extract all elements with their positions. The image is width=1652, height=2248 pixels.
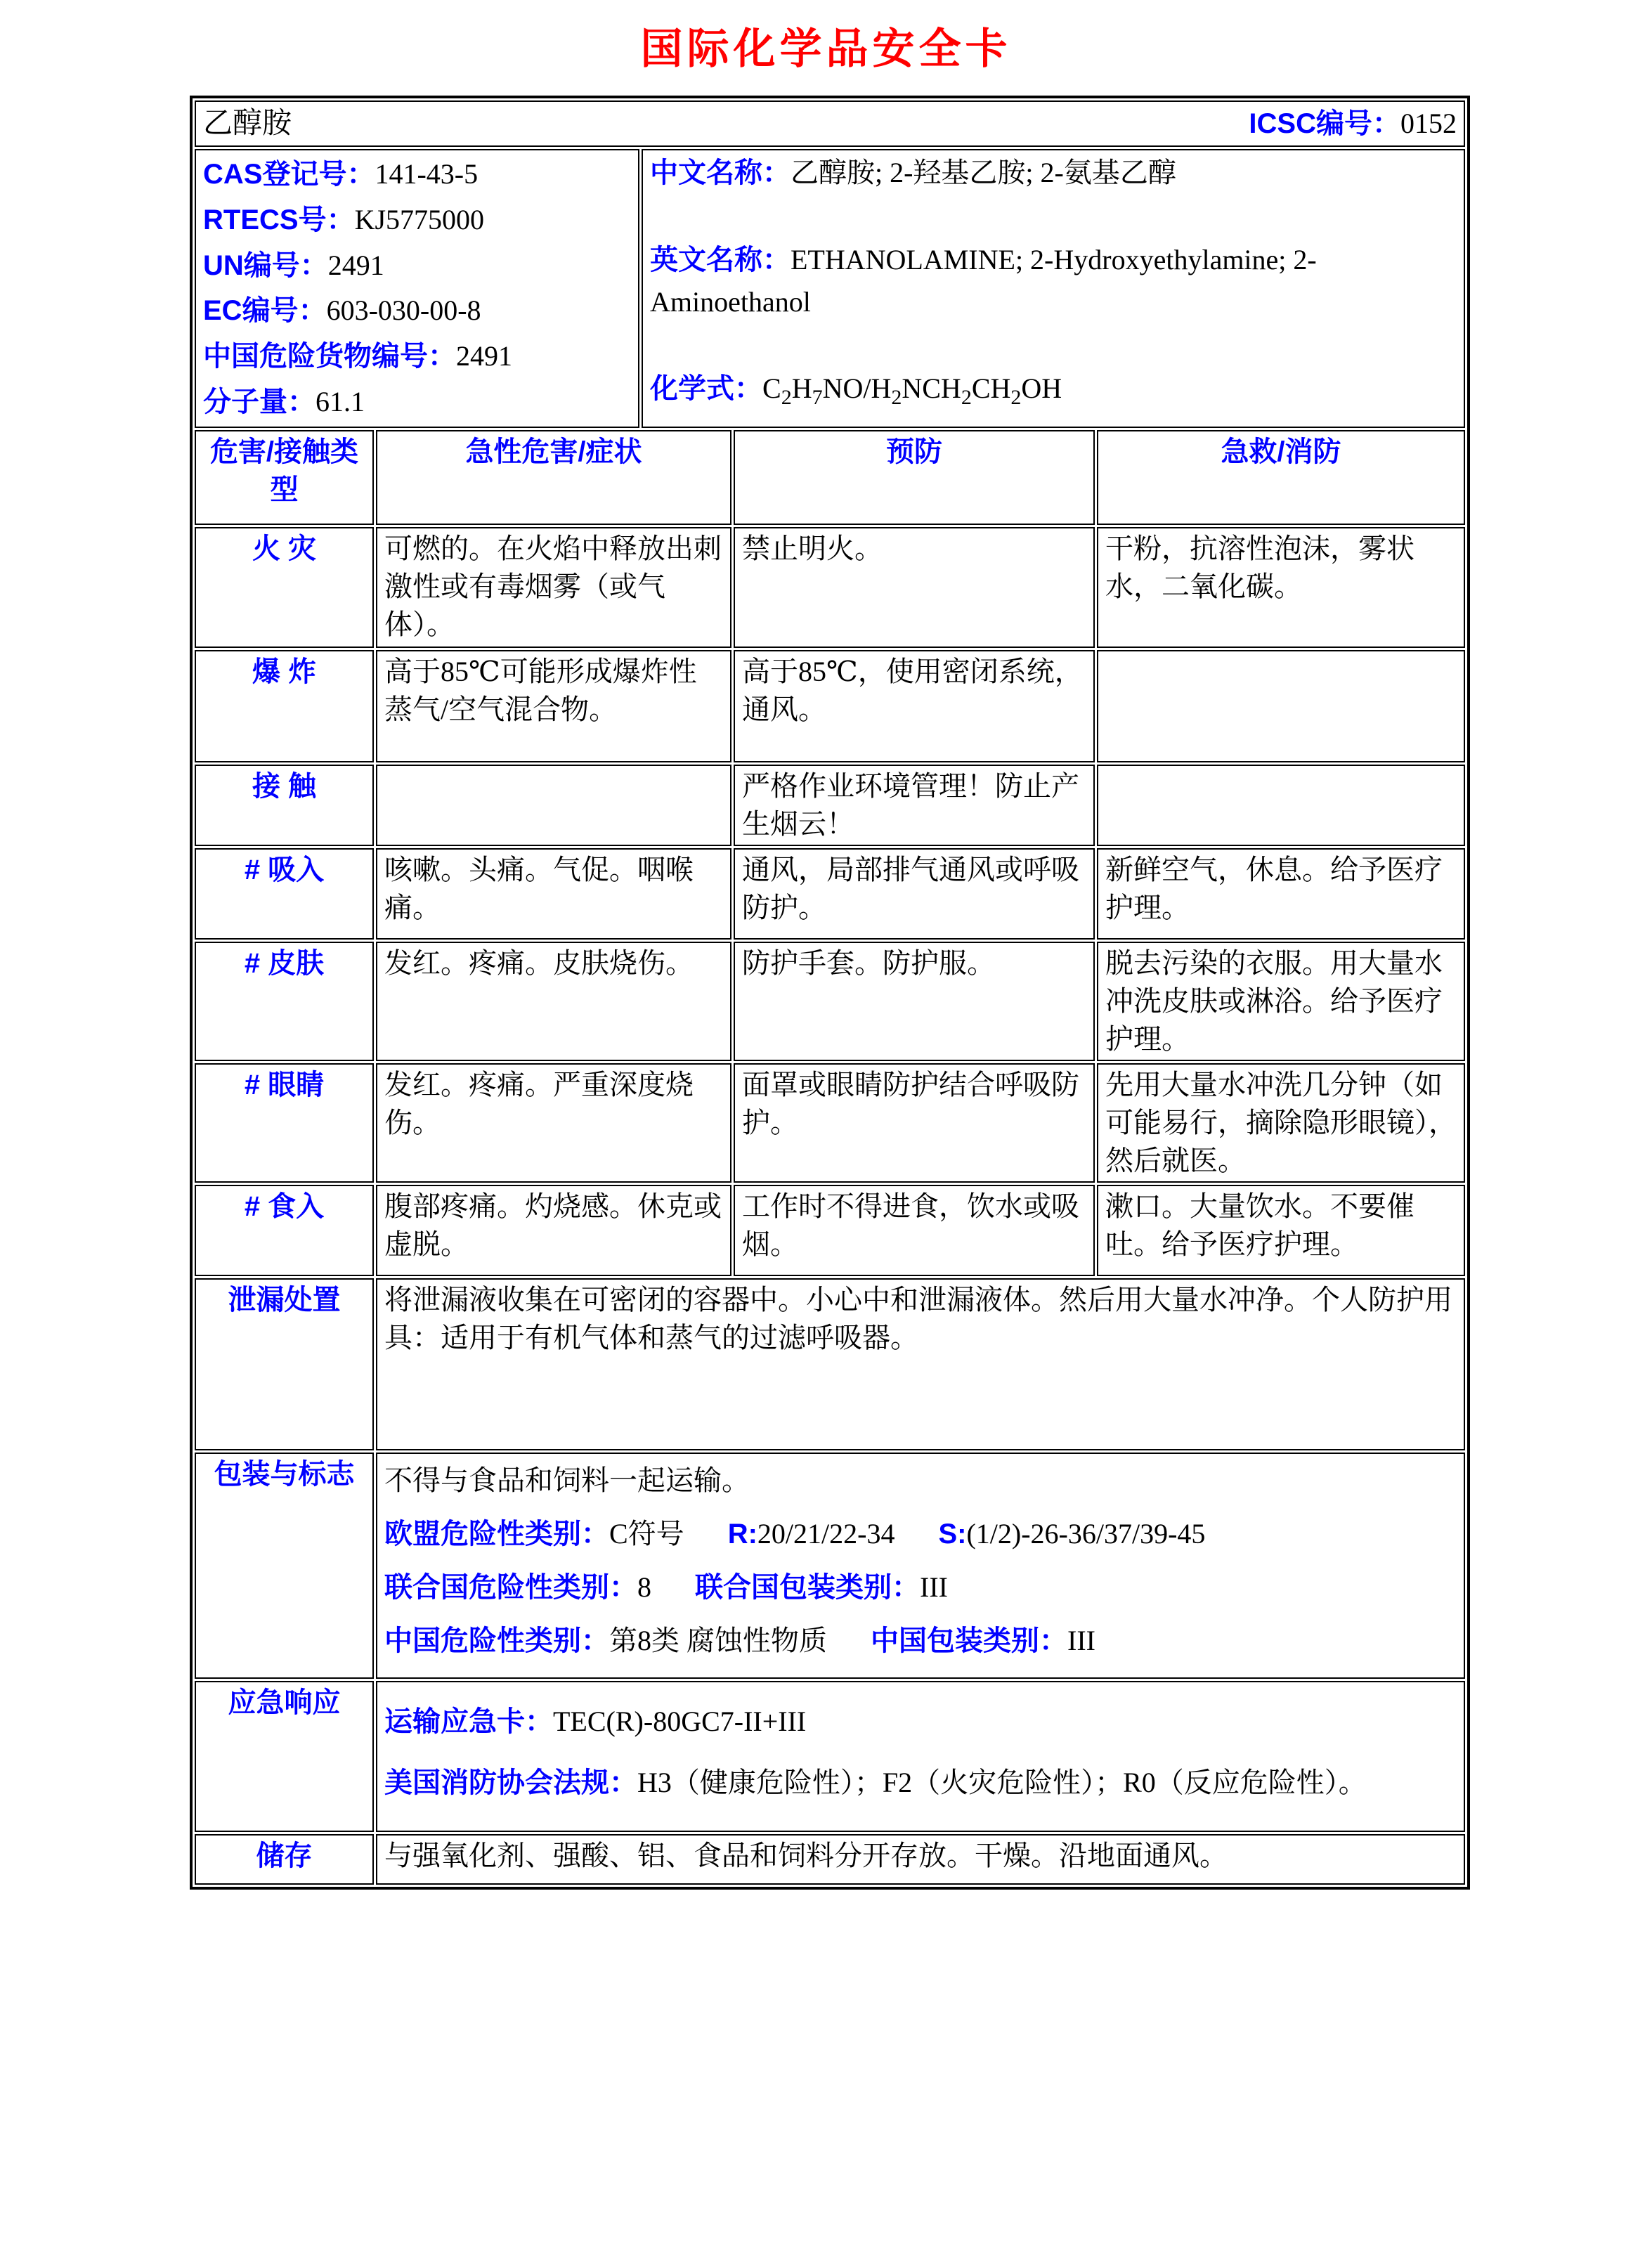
inhalation-symptoms: 咳嗽。头痛。气促。咽喉痛。 [376,848,731,940]
safety-card-table [190,96,1470,1890]
contact-response [1097,765,1465,846]
icsc-number: 0152 [1400,108,1457,139]
molecular-weight: 分子量：61.1 [203,385,365,417]
chemical-formula: 化学式：$C_2H_7NO/H_2NCH_2CH_2OH$ [650,372,1062,409]
packaging-cell [376,1453,1465,1679]
packaging-eu-class: 欧盟危险性类别：C符号 R:20/21/22-34 S:(1/2)-26-36/37/39-45 [384,1517,1206,1549]
identifiers-left-cell [195,149,639,428]
china-dangerous-goods-number: 中国危险货物编号：2491 [203,340,512,372]
chinese-name: 中文名称：乙醇胺; 2-羟基乙胺; 2-氨基乙醇 [650,157,1176,188]
ingestion-response: 漱口。大量饮水。不要催吐。给予医疗护理。 [1097,1185,1465,1276]
ingestion-symptoms: 腹部疼痛。灼烧感。休克或虚脱。 [376,1185,731,1276]
hazard-type-contact: 接 触 [195,765,374,846]
english-name: 英文名称：ETHANOLAMINE; 2-Hydroxyethylamine; 2-Aminoethanol [650,243,1317,318]
hazard-row-fire [195,527,1465,648]
packaging-row [195,1453,1465,1679]
emergency-title: 应急响应 [195,1681,374,1832]
header-hazard-type: 危害/接触类型 [195,430,374,525]
icsc-number-group [1249,105,1457,143]
rtecs-number: RTECS号：KJ5775000 [203,203,485,235]
header-symptoms: 急性危害/症状 [376,430,731,525]
skin-response: 脱去污染的衣服。用大量水冲洗皮肤或淋浴。给予医疗护理。 [1097,942,1465,1061]
hazard-row-eyes [195,1063,1465,1183]
explosion-symptoms: 高于85℃可能形成爆炸性蒸气/空气混合物。 [376,650,731,762]
storage-row [195,1834,1465,1885]
packaging-transport-note: 不得与食品和饲料一起运输。 [384,1464,750,1496]
name-row [195,100,1465,147]
hazard-row-skin [195,942,1465,1061]
inhalation-response: 新鲜空气，休息。给予医疗护理。 [1097,848,1465,940]
icsc-label: ICSC编号： [1249,108,1400,139]
identifiers-right-cell [642,149,1465,428]
hazard-type-fire: 火 灾 [195,527,374,648]
substance-name: 乙醇胺 [203,107,292,140]
skin-prevention: 防护手套。防护服。 [734,942,1095,1061]
hazard-header-row [195,430,1465,525]
ec-number: EC编号：603-030-00-8 [203,294,481,327]
storage-text: 与强氧化剂、强酸、铝、食品和饲料分开存放。干燥。沿地面通风。 [376,1834,1465,1885]
hazard-type-ingestion: # 食入 [195,1185,374,1276]
name-cell [195,100,1465,147]
packaging-title: 包装与标志 [195,1453,374,1679]
skin-symptoms: 发红。疼痛。皮肤烧伤。 [376,942,731,1061]
hazard-row-contact [195,765,1465,846]
spill-title: 泄漏处置 [195,1278,374,1450]
contact-prevention: 严格作业环境管理！防止产生烟云！ [734,765,1095,846]
identifiers-row [195,149,1465,428]
fire-prevention: 禁止明火。 [734,527,1095,648]
emergency-nfpa-code: 美国消防协会法规：H3（健康危险性）；F2（火灾危险性）；R0（反应危险性）。 [384,1766,1367,1798]
hazard-type-inhalation: # 吸入 [195,848,374,940]
hazard-type-eyes: # 眼睛 [195,1063,374,1183]
hazard-row-ingestion [195,1185,1465,1276]
eyes-response: 先用大量水冲洗几分钟（如可能易行，摘除隐形眼镜），然后就医。 [1097,1063,1465,1183]
hazard-row-inhalation [195,848,1465,940]
spill-row [195,1278,1465,1450]
eyes-symptoms: 发红。疼痛。严重深度烧伤。 [376,1063,731,1183]
hazard-type-explosion: 爆 炸 [195,650,374,762]
explosion-response [1097,650,1465,762]
page-title: 国际化学品安全卡 [640,26,1012,72]
emergency-cell [376,1681,1465,1832]
eyes-prevention: 面罩或眼睛防护结合呼吸防护。 [734,1063,1095,1183]
storage-title: 储存 [195,1834,374,1885]
un-number: UN编号：2491 [203,249,384,281]
explosion-prevention: 高于85℃，使用密闭系统，通风。 [734,650,1095,762]
header-prevention: 预防 [734,430,1095,525]
packaging-china-class: 中国危险性类别：第8类 腐蚀性物质 中国包装类别：III [384,1624,1095,1656]
cas-number: CAS登记号：141-43-5 [203,158,479,190]
fire-symptoms: 可燃的。在火焰中释放出刺激性或有毒烟雾（或气体）。 [376,527,731,648]
fire-response: 干粉，抗溶性泡沫，雾状水，二氧化碳。 [1097,527,1465,648]
contact-symptoms [376,765,731,846]
hazard-row-explosion [195,650,1465,762]
spill-text: 将泄漏液收集在可密闭的容器中。小心中和泄漏液体。然后用大量水冲净。个人防护用具：适用于有机气体和蒸气的过滤呼吸器。 [376,1278,1465,1450]
emergency-tec-card: 运输应急卡：TEC(R)-80GC7-II+III [384,1705,807,1737]
header-response: 急救/消防 [1097,430,1465,525]
ingestion-prevention: 工作时不得进食，饮水或吸烟。 [734,1185,1095,1276]
hazard-type-skin: # 皮肤 [195,942,374,1061]
emergency-row [195,1681,1465,1832]
packaging-un-class: 联合国危险性类别：8 联合国包装类别：III [384,1571,948,1603]
inhalation-prevention: 通风，局部排气通风或呼吸防护。 [734,848,1095,940]
